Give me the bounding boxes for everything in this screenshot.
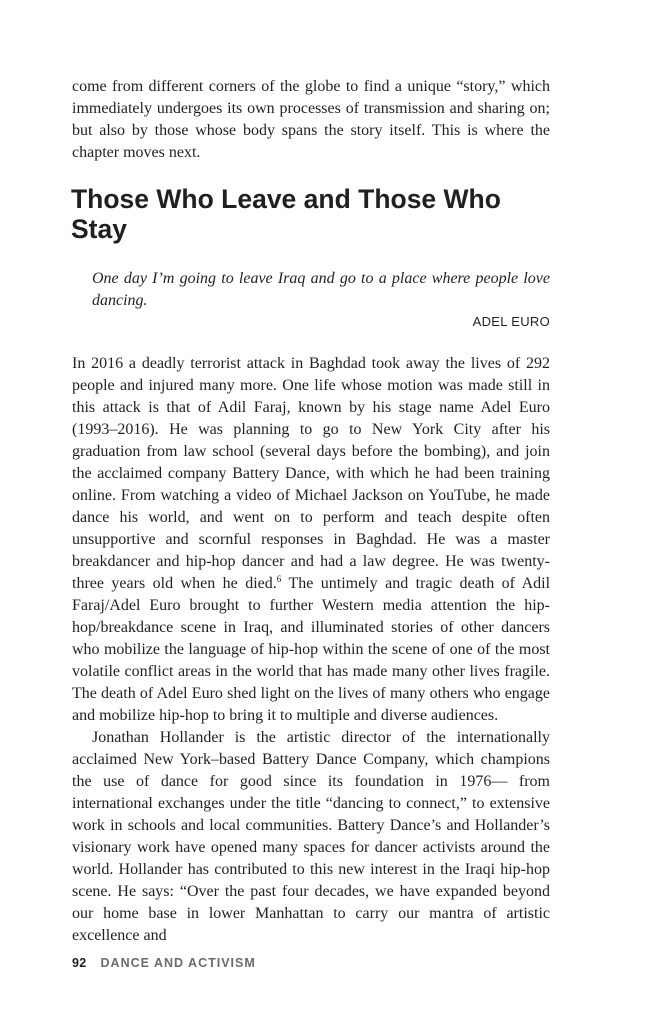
page-number: 92 — [72, 956, 87, 970]
body-text — [72, 353, 550, 947]
running-head: DANCE AND ACTIVISM — [100, 956, 256, 970]
epigraph-attribution: ADEL EURO — [472, 314, 550, 329]
paragraph-text: The untimely and tragic death of Adil Faraj/Adel Euro brought to further Western media attention the hip-hop/breakdance scene in Iraq, and illuminated stories of other dancers who mobilize the language of hip-hop within the scene of one of the most volatile conflict areas in the world that has made many other lives fragile. The death of Adel Euro shed light on the lives of many others who engage and mobilize hip-hop to bring it to multiple and diverse audiences. — [72, 575, 551, 724]
body-paragraph: Jonathan Hollander is the artistic director of the internationally acclaimed New York–based Battery Dance Company, which champions the use of dance for good since its foundation in 1976— from international exchanges under the title “dancing to connect,” to extensive work in schools and local communities. Battery Dance’s and Hollander’s visionary work have opened many spaces for dancer activists around the world. Hollander has contributed to this new interest in the Iraqi hip-hop scene. He says: “Over the past four decades, we have expanded beyond our home base in lower Manhattan to carry our mantra of artistic excellence and — [72, 729, 550, 944]
epigraph-quote: One day I’m going to leave Iraq and go to a place where people love dancing. — [92, 270, 550, 309]
intro-paragraph: come from different corners of the globe to find a unique “story,” which immediately undergoes its own processes of transmission and sharing on; but also by those whose body spans the story itself. This is where the chapter moves next. — [72, 78, 550, 161]
footnote-marker[interactable]: 6 — [276, 574, 282, 584]
paragraph-text: In 2016 a deadly terrorist attack in Baghdad took away the lives of 292 people and injured many more. One life whose motion was made still in this attack is that of Adil Faraj, known by his stage name Adel Euro (1993–2016). He was planning to go to New York City after his graduation from law school (several days before the bombing), and join the acclaimed company Battery Dance, with which he had been training online. From watching a video of Michael Jackson on YouTube, he made dance his world, and went on to perform and teach despite often unsupportive and scornful responses in Baghdad. He was a master breakdancer and hip-hop dancer and had a law degree. He was twenty-three years old when he died. — [72, 355, 550, 592]
page-footer — [72, 955, 256, 971]
body-paragraph — [72, 353, 550, 727]
section-title: Those Who Leave and Those Who Stay — [71, 184, 501, 244]
